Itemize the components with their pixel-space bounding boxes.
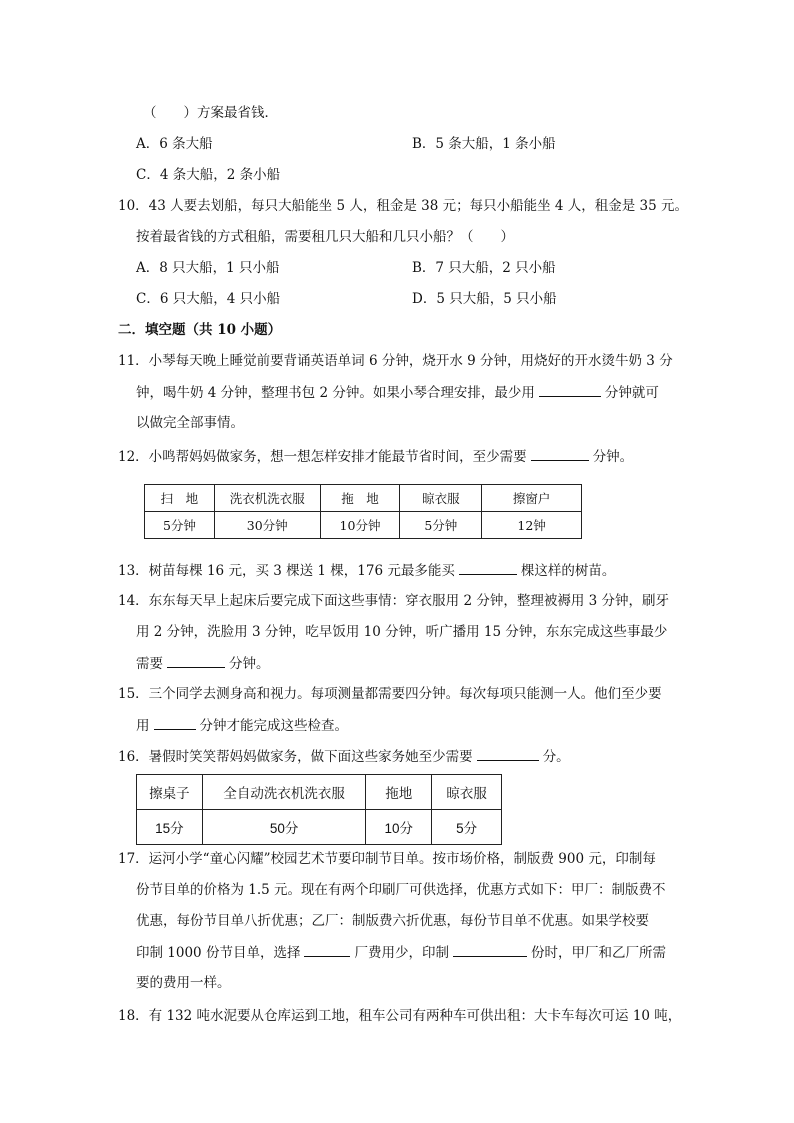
q16-chores-table xyxy=(136,774,502,845)
q10-option-d: D．5 只大船，5 只小船 xyxy=(412,291,557,307)
table-row xyxy=(137,775,502,810)
q17-answer-blank-2[interactable] xyxy=(453,942,527,957)
table-header-cell: 晾衣服 xyxy=(432,775,502,810)
q17-answer-blank-1[interactable] xyxy=(304,942,350,957)
q9-prompt-tail: （ ）方案最省钱． xyxy=(143,105,278,121)
q12-text-a: 12．小鸣帮妈妈做家务，想一想怎样安排才能最节省时间，至少需要 xyxy=(118,449,527,465)
q12-line-1 xyxy=(118,446,633,467)
q15-text-a: 用 xyxy=(136,718,150,734)
q13-text-a: 13．树苗每棵 16 元，买 3 棵送 1 棵，176 元最多能买 xyxy=(118,563,455,579)
q11-line-2 xyxy=(136,382,659,403)
q17-text-c: 份时，甲厂和乙厂所需 xyxy=(530,945,666,961)
table-header-cell: 擦桌子 xyxy=(137,775,203,810)
q13-answer-blank[interactable] xyxy=(459,560,517,575)
table-header-cell: 拖地 xyxy=(366,775,432,810)
q14-text-a: 需要 xyxy=(136,656,163,672)
q10-option-c: C．6 只大船，4 只小船 xyxy=(136,291,281,307)
table-header-cell: 擦窗户 xyxy=(482,485,582,512)
q14-answer-blank[interactable] xyxy=(167,653,225,668)
q14-line-3 xyxy=(136,653,270,674)
q14-text-b: 分钟。 xyxy=(229,656,270,672)
table-row xyxy=(145,485,582,512)
q10-line-1: 10．43 人要去划船，每只大船能坐 5 人，租金是 38 元；每只小船能坐 4 人，租金是 35 元。 xyxy=(118,198,689,214)
table-header-cell: 洗衣机洗衣服 xyxy=(214,485,320,512)
q11-line-3: 以做完全部事情。 xyxy=(136,415,244,431)
q17-line-1: 17．运河小学“童心闪耀”校园艺术节要印制节目单。按市场价格，制版费 900 元，印制每 xyxy=(118,851,656,867)
q9-option-c: C．4 条大船，2 条小船 xyxy=(136,167,281,183)
table-header-cell: 晾衣服 xyxy=(400,485,482,512)
table-cell: 12钟 xyxy=(482,512,582,539)
table-cell: 5分钟 xyxy=(145,512,215,539)
q17-line-3: 优惠，每份节目单八折优惠；乙厂：制版费六折优惠，每份节目单不优惠。如果学校要 xyxy=(136,913,649,929)
q10-option-b: B．7 只大船，2 只小船 xyxy=(412,260,556,276)
q17-text-a: 印制 1000 份节目单，选择 xyxy=(136,945,301,961)
table-cell: 10分钟 xyxy=(320,512,400,539)
q12-chores-table xyxy=(144,484,582,539)
q10-option-a: A．8 只大船，1 只小船 xyxy=(136,260,280,276)
q16-text-b: 分。 xyxy=(542,749,570,765)
q17-line-4 xyxy=(136,942,666,963)
q11-line-1: 11．小琴每天晚上睡觉前要背诵英语单词 6 分钟，烧开水 9 分钟，用烧好的开水烫牛奶 3 分 xyxy=(118,353,673,369)
q17-text-b: 厂费用少，印制 xyxy=(354,945,449,961)
q18-line-1: 18．有 132 吨水泥要从仓库运到工地，租车公司有两种车可供出租：大卡车每次可运 10 吨， xyxy=(118,1008,682,1024)
q14-line-1: 14．东东每天早上起床后要完成下面这些事情：穿衣服用 2 分钟，整理被褥用 3 分钟，刷牙 xyxy=(118,593,670,609)
q13-line xyxy=(118,560,615,581)
q10-line-2: 按着最省钱的方式租船，需要租几只大船和几只小船？（ ） xyxy=(136,229,514,245)
q11-text-b: 分钟就可 xyxy=(604,385,659,401)
table-row xyxy=(145,512,582,539)
section-title-fill-in: 二．填空题（共 10 小题） xyxy=(118,322,282,338)
q16-answer-blank[interactable] xyxy=(477,746,539,761)
table-header-cell: 全自动洗衣机洗衣服 xyxy=(202,775,366,810)
q17-line-2: 份节目单的价格为 1.5 元。现在有两个印刷厂可供选择，优惠方式如下：甲厂：制版费不 xyxy=(136,882,666,898)
q16-text-a: 16．暑假时笑笑帮妈妈做家务，做下面这些家务她至少需要 xyxy=(118,749,473,765)
q15-text-b: 分钟才能完成这些检查。 xyxy=(199,718,348,734)
table-header-cell: 拖 地 xyxy=(320,485,400,512)
q9-option-a: A．6 条大船 xyxy=(136,136,213,152)
q9-option-b: B．5 条大船，1 条小船 xyxy=(412,136,556,152)
q12-text-b: 分钟。 xyxy=(592,449,634,465)
table-row xyxy=(137,810,502,845)
q17-line-5: 要的费用一样。 xyxy=(136,975,231,991)
q14-line-2: 用 2 分钟，洗脸用 3 分钟，吃早饭用 10 分钟，听广播用 15 分钟，东东完成这些事最少 xyxy=(136,624,668,640)
q11-answer-blank[interactable] xyxy=(539,382,601,397)
table-cell: 10分 xyxy=(366,810,432,845)
q11-text-a: 钟，喝牛奶 4 分钟，整理书包 2 分钟。如果小琴合理安排，最少用 xyxy=(136,385,535,401)
table-header-cell: 扫 地 xyxy=(145,485,215,512)
table-cell: 15分 xyxy=(137,810,203,845)
q15-line-2 xyxy=(136,715,348,736)
table-cell: 50分 xyxy=(202,810,366,845)
q13-text-b: 棵这样的树苗。 xyxy=(520,563,616,579)
table-cell: 30分钟 xyxy=(214,512,320,539)
q15-answer-blank[interactable] xyxy=(154,715,196,730)
table-cell: 5分钟 xyxy=(400,512,482,539)
q16-line-1 xyxy=(118,746,570,767)
table-cell: 5分 xyxy=(432,810,502,845)
q15-line-1: 15．三个同学去测身高和视力。每项测量都需要四分钟。每次每项只能测一人。他们至少要 xyxy=(118,686,662,702)
q12-answer-blank[interactable] xyxy=(531,446,589,461)
